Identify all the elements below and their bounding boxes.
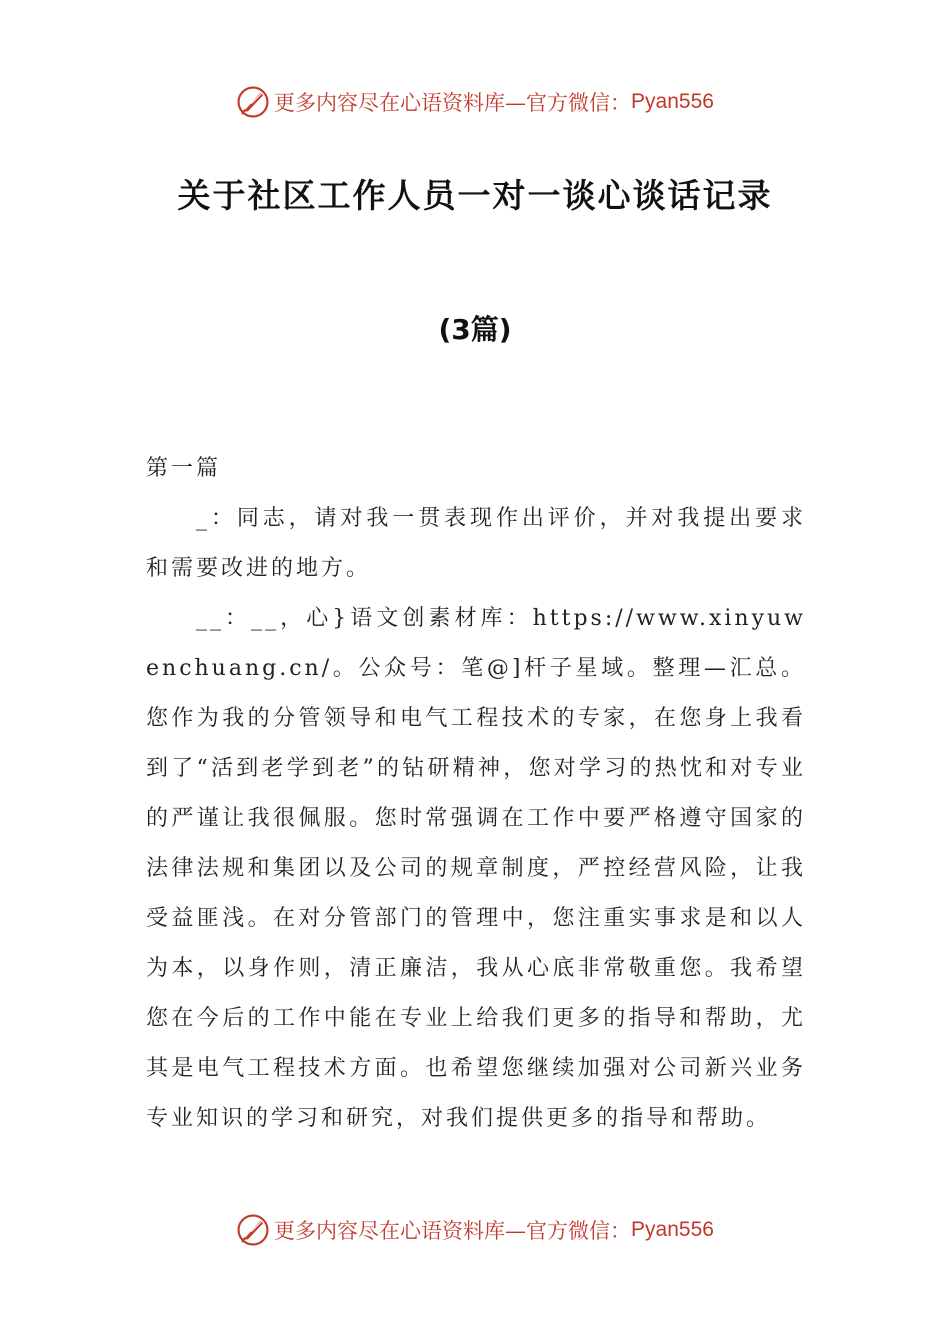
paragraph-2: __：__，心}语文创素材库：https://www.xinyuwenchuang.cn/。公众号：笔@]杆子星域。整理—汇总。您作为我的分管领导和电气工程技术的专家，在您身上我看到了“活到老学到老”的钻研精神，您对学习的热忱和对专业的严谨让我很佩服。您时常强调在工作中要严格遵守国家的法律法规和集团以及公司的规章制度，严控经营风险，让我受益匪浅。在对分管部门的管理中，您注重实事求是和以人为本，以身作则，清正廉洁，我从心底非常敬重您。我希望您在今后的工作中能在专业上给我们更多的指导和帮助，尤其是电气工程技术方面。也希望您继续加强对公司新兴业务专业知识的学习和研究，对我们提供更多的指导和帮助。 [146, 606, 806, 1131]
banner-wechat-id: Pyan556 [631, 90, 714, 113]
document-body [146, 444, 806, 1144]
quill-logo-icon [236, 1213, 270, 1247]
document-subtitle: (3篇) [438, 313, 512, 346]
banner-text: 更多内容尽在心语资料库—官方微信： [274, 1219, 632, 1243]
section-heading: 第一篇 [146, 456, 222, 481]
header-banner [0, 80, 950, 124]
quill-logo-icon [236, 85, 270, 119]
footer-banner [0, 1208, 950, 1252]
paragraph-1: _：同志，请对我一贯表现作出评价，并对我提出要求和需要改进的地方。 [146, 506, 806, 581]
document-title: 关于社区工作人员一对一谈心谈话记录 [177, 176, 773, 215]
banner-text: 更多内容尽在心语资料库—官方微信： [274, 91, 632, 115]
banner-wechat-id: Pyan556 [631, 1218, 714, 1241]
